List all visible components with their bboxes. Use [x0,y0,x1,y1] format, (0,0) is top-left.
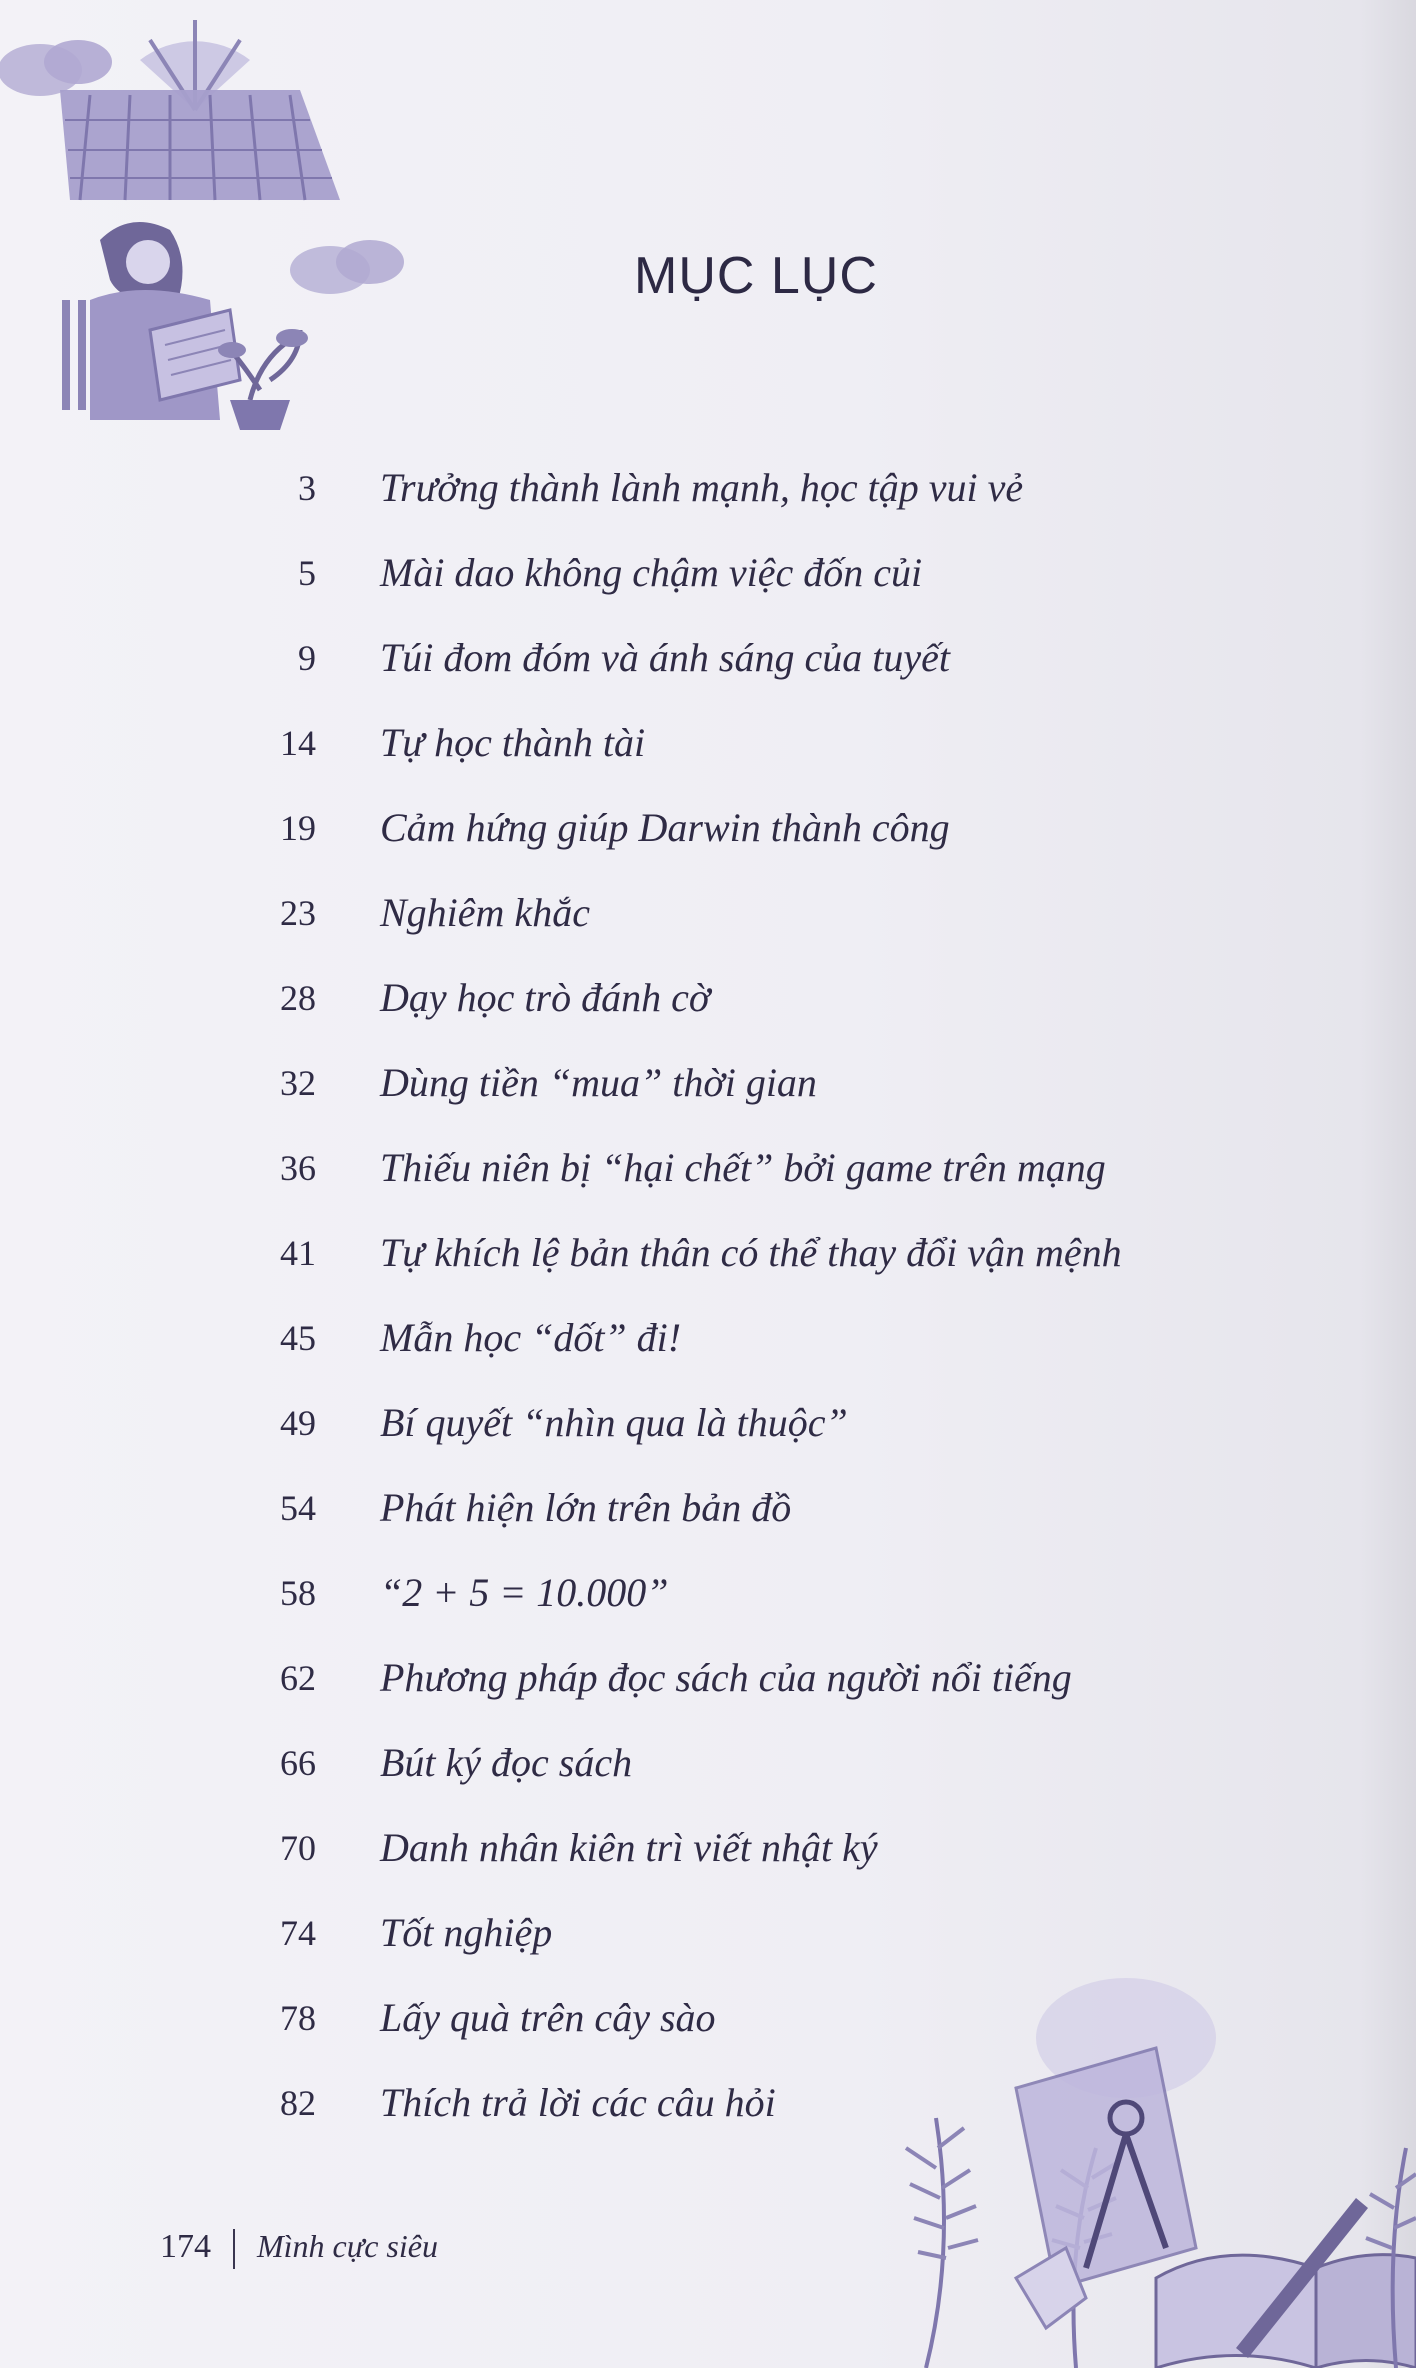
toc-entry-title: Phương pháp đọc sách của người nổi tiếng [380,1655,1072,1700]
toc-page-number: 66 [280,1743,316,1783]
toc-entry-title: Danh nhân kiên trì viết nhật ký [380,1825,878,1870]
toc-entry-title: Cảm hứng giúp Darwin thành công [380,805,950,850]
toc-entry[interactable] [0,1223,1300,1283]
toc-entry-title: Dùng tiền “mua” thời gian [380,1060,817,1105]
toc-page-number: 54 [280,1488,316,1528]
toc-entry-title: “2 + 5 = 10.000” [380,1570,669,1615]
toc-entry[interactable] [0,458,1300,518]
toc-entry[interactable] [0,1478,1300,1538]
toc-page-number: 3 [298,468,316,508]
toc-page-number: 14 [280,723,316,763]
toc-entry[interactable] [0,1733,1300,1793]
toc-entry-title: Tự học thành tài [380,720,646,765]
toc-entry-title: Bí quyết “nhìn qua là thuộc” [380,1400,848,1445]
toc-entry-title: Mài dao không chậm việc đốn củi [380,550,923,595]
toc-page-number: 45 [280,1318,316,1358]
toc-page-number: 74 [280,1913,316,1953]
toc-entry-title: Lấy quà trên cây sào [380,1995,716,2040]
toc-page-number: 70 [280,1828,316,1868]
footer-divider [233,2229,235,2269]
toc-entry[interactable] [0,1393,1300,1453]
toc-page-number: 32 [280,1063,316,1103]
toc-entry[interactable] [0,1138,1300,1198]
toc-page-number: 28 [280,978,316,1018]
toc-entry[interactable] [0,968,1300,1028]
page-footer [160,2228,438,2269]
toc-page-number: 23 [280,893,316,933]
toc-entry-title: Thích trả lời các câu hỏi [380,2080,776,2125]
stationery-illustration [896,1948,1416,2368]
toc-entry[interactable] [0,1648,1300,1708]
toc-entry[interactable] [0,543,1300,603]
toc-entry[interactable] [0,1563,1300,1623]
toc-page-number: 5 [298,553,316,593]
toc-page-number: 36 [280,1148,316,1188]
toc-page-number: 82 [280,2083,316,2123]
toc-entry[interactable] [0,798,1300,858]
toc-page-number: 62 [280,1658,316,1698]
toc-entry[interactable] [0,883,1300,943]
toc-page-number: 49 [280,1403,316,1443]
book-title: Mình cực siêu [257,2228,438,2264]
toc-entry[interactable] [0,1053,1300,1113]
toc-entry-title: Mẫn học “dốt” đi! [380,1315,682,1360]
toc-page-number: 9 [298,638,316,678]
toc-entry[interactable] [0,713,1300,773]
page-title: MỤC LỤC [634,247,878,305]
toc-page-number: 78 [280,1998,316,2038]
toc-page-number: 58 [280,1573,316,1613]
toc-entry-title: Tốt nghiệp [380,1910,553,1955]
toc-page-number: 19 [280,808,316,848]
toc-entry-title: Trưởng thành lành mạnh, học tập vui vẻ [380,465,1024,510]
toc-entry-title: Dạy học trò đánh cờ [380,975,711,1020]
toc-entry[interactable] [0,628,1300,688]
toc-entry-title: Túi đom đóm và ánh sáng của tuyết [380,635,950,680]
toc-entry-title: Phát hiện lớn trên bản đồ [380,1485,792,1530]
toc-entry-title: Thiếu niên bị “hại chết” bởi game trên mạng [380,1145,1106,1190]
page-number: 174 [160,2228,211,2265]
toc-entry-title: Tự khích lệ bản thân có thể thay đổi vận mệnh [380,1230,1122,1275]
toc-page-number: 41 [280,1233,316,1273]
toc-entry-title: Bút ký đọc sách [380,1740,633,1785]
toc-entry[interactable] [0,1818,1300,1878]
toc-entry-title: Nghiêm khắc [380,890,590,935]
toc-entry[interactable] [0,1308,1300,1368]
